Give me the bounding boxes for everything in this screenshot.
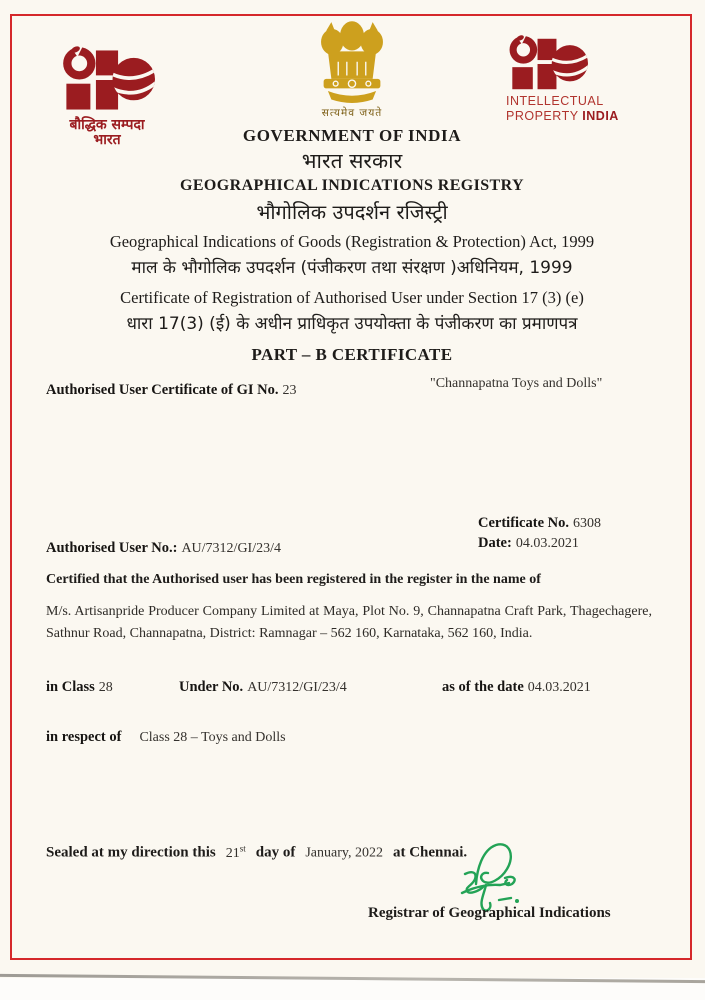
government-of-india-hindi: भारत सरकार [301,149,403,173]
registrant-address: M/s. Artisanpride Producer Company Limited at Maya, Plot No. 9, Channapatna Craft Park, Thagechagere, Sathnur Road, Channapatna, District: Ramnagar – 562 160, Karnataka, 562 160, India. [46,604,652,641]
gi-name: "Channapatna Toys and Dolls" [430,376,603,391]
right-logo-caption [506,94,636,124]
sealed-month: January, 2022 [305,845,383,861]
as-of-date-label: as of the date [442,679,524,695]
under-no-value: AU/7312/GI/23/4 [247,680,347,695]
as-of-date-value: 04.03.2021 [527,680,591,695]
authorised-user-value: AU/7312/GI/23/4 [181,541,281,556]
certificate-number-block [478,513,601,553]
certificate-no-value: 6308 [572,516,601,531]
certified-statement: Certified that the Authorised user has been registered in the register in the name of [46,572,541,587]
sealed-text-2: day of [255,844,296,861]
part-b-title: PART – B CERTIFICATE [251,345,453,364]
registry-title-hindi: भौगोलिक उपदर्शन रजिस्ट्री [256,200,448,224]
date-label: Date: [478,535,512,551]
right-logo-line3: INDIA [582,109,619,123]
in-respect-value: Class 28 – Toys and Dolls [139,730,286,745]
authorised-user-label: Authorised User No.: [46,540,178,556]
act-line-hindi: माल के भौगोलिक उपदर्शन (पंजीकरण तथा संरक्षण )अधिनियम, 1999 [131,258,573,278]
registry-title: GEOGRAPHICAL INDICATIONS REGISTRY [180,177,524,194]
sealed-line [46,843,467,862]
certificate-title-hindi: धारा 17(3) (ई) के अधीन प्राधिकृत उपयोक्ता के पंजीकरण का प्रमाणपत्र [126,314,578,334]
ip-india-logo-icon [506,34,588,94]
respect-row [46,728,286,746]
registrar-title: Registrar of Geographical Indications [368,905,611,921]
in-class-label: in Class [46,679,95,695]
certificate-no-label: Certificate No. [478,515,569,531]
authorised-user-line [46,539,281,557]
emblem-motto: सत्यमेव जयते [321,107,383,119]
certificate-title: Certificate of Registration of Authorised User under Section 17 (3) (e) [120,288,584,307]
ip-logo-caption-hindi-2: भारत [93,132,121,148]
right-logo-line2: PROPERTY [506,109,579,123]
ashoka-emblem-icon [306,17,398,103]
right-logo-line1: INTELLECTUAL [506,94,604,108]
class-row [0,678,705,698]
in-class-value: 28 [98,680,113,695]
date-value: 04.03.2021 [515,536,579,551]
ip-india-logo-right [506,34,636,124]
act-line: Geographical Indications of Goods (Registration & Protection) Act, 1999 [109,232,595,251]
gi-number-value: 23 [282,383,297,398]
sealed-day: 21st [225,843,246,861]
government-of-india-title: GOVERNMENT OF INDIA [242,126,462,145]
gi-number-line [46,381,297,399]
gi-number-label: Authorised User Certificate of GI No. [46,382,279,398]
sealed-text-3: at Chennai. [392,844,468,861]
in-respect-label: in respect of [46,729,122,745]
sealed-text-1: Sealed at my direction this [46,844,216,861]
ip-logo-caption-hindi-1: बौद्धिक सम्पदा [69,117,145,133]
under-no-label: Under No. [179,679,244,695]
